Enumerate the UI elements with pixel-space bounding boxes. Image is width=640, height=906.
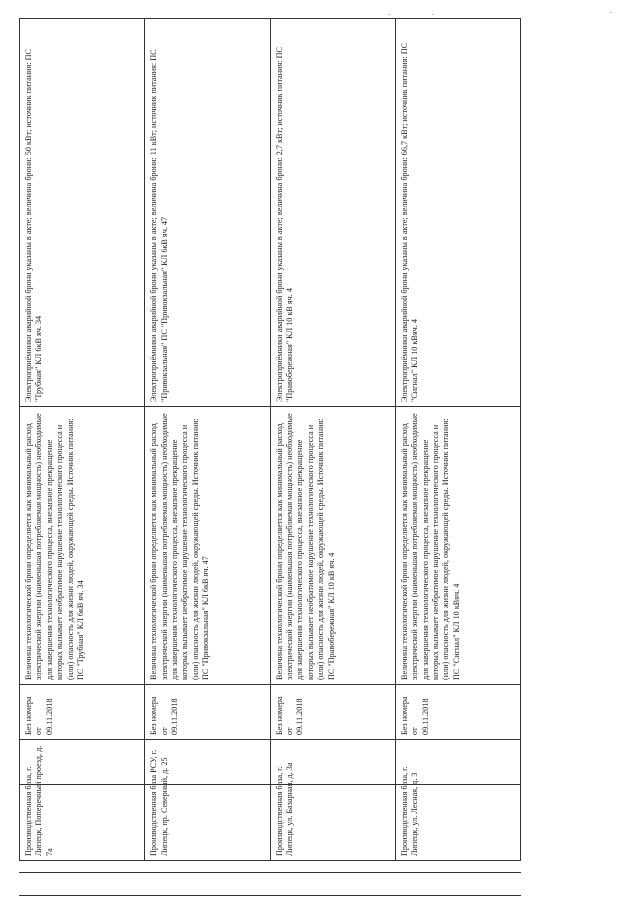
cell-emergency-reserve: Электроприёмники аварийной брони указаны в акте; величина брони: 66,7 кВт; источник питания: ПС "Сигнал" КЛ 10 кВяч. 4 [395, 19, 520, 407]
cell-tech-reserve: Величина технологической брони определяется как минимальный расход электрической энергии (наименьшая потребляемая мощность) необходимые для завершения технологического процесса, внезапное прекращение которых вызывает необратимое нарушение технологического процесса и (или) опасность для жизни людей, окружающей среды. Источник питания: ПС "Правобережная" КЛ 10 кВ яч. 4 [270, 407, 395, 685]
table-row [145, 19, 270, 861]
cell-tech-reserve: Величина технологической брони определяется как минимальный расход электрической энергии (наименьшая потребляемая мощность) необходимые для завершения технологического процесса, внезапное прекращение которых вызывает необратимое нарушение технологического процесса и (или) опасность для жизни людей, окружающей среды. Источник питания: ПС "Трубная" КЛ 6кВ яч. 34 [20, 407, 145, 685]
cell-address: Производственная база, г. Липецк, ул. Базарная, д. 3а [270, 740, 395, 861]
rotated-table-frame [19, 19, 521, 861]
blank-row-line [19, 784, 521, 785]
cell-address: Производственная база, г. Липецк, ул. Лесная, д. 3 [395, 740, 520, 861]
cell-emergency-reserve: Электроприёмники аварийной брони указаны в акте; величина брони: 2,7 кВт; источник питания: ПС "Правобережная" КЛ 10 кВ яч. 4 [270, 19, 395, 407]
scan-artifact [610, 12, 612, 13]
cell-address: Производственная база РСУ, г. Липецк, пр. Северный, д. 25 [145, 740, 270, 861]
blank-row-line [19, 872, 521, 873]
table-row [20, 19, 145, 861]
cell-address: Производственная база, г. Липецк, Поперечный проезд, д. 7а [20, 740, 145, 861]
rotated-table-region [19, 19, 521, 861]
cell-emergency-reserve: Электроприёмники аварийной брони указаны в акте; величина брони: 11 кВт; источник питания: ПС "Привокзальная" ПС "Привокзальная" КЛ 6кВ яч. 47 [145, 19, 270, 407]
cell-act: Без номера от 09.11.2018 [145, 685, 270, 740]
cell-emergency-reserve: Электроприёмники аварийной брони указаны в акте; величина брони: 50 кВт; источник питания: ПС "Трубная" КЛ 6кВ яч. 34 [20, 19, 145, 407]
table-row [270, 19, 395, 861]
cell-tech-reserve: Величина технологической брони определяется как минимальный расход электрической энергии (наименьшая потребляемая мощность) необходимые для завершения технологического процесса, внезапное прекращение которых вызывает необратимое нарушение технологического процесса и (или) опасность для жизни людей, окружающей среды. Источник питания: ПС "Привокзальная" КЛ 6кВ яч. 47 [145, 407, 270, 685]
cell-act: Без номера от 09.11.2018 [20, 685, 145, 740]
cell-act: Без номера от 09.11.2018 [270, 685, 395, 740]
cell-act: Без номера от 09.11.2018 [395, 685, 520, 740]
reserve-table [19, 18, 521, 861]
scan-artifact [388, 14, 390, 15]
blank-row-line [19, 895, 521, 896]
scan-artifact [432, 14, 434, 15]
cell-tech-reserve: Величина технологической брони определяется как минимальный расход электрической энергии (наименьшая потребляемая мощность) необходимые для завершения технологического процесса, внезапное прекращение которых вызывает необратимое нарушение технологического процесса и (или) опасность для жизни людей, окружающей среды. Источник питания: ПС "Сигнал" КЛ 10 кВяч. 4 [395, 407, 520, 685]
table-row [395, 19, 520, 861]
